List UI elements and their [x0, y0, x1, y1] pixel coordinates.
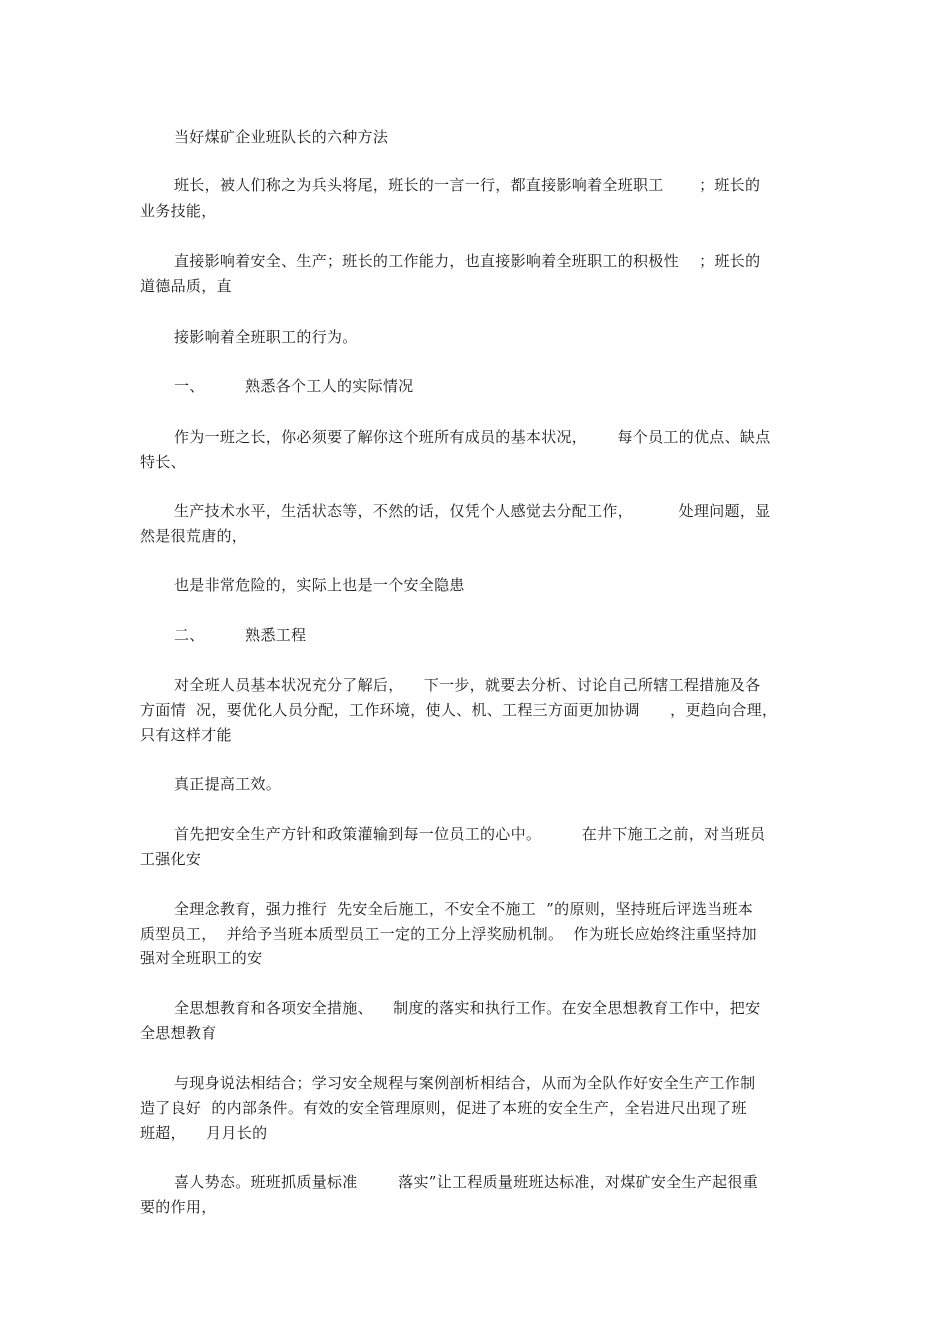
paragraph-line: 与现身说法相结合；学习安全规程与案例剖析相结合，从而为全队作好安全生产工作制: [174, 1074, 756, 1092]
paragraph-line: 真正提高工效。: [174, 775, 282, 793]
paragraph-line: 道德品质，直: [140, 277, 232, 295]
paragraph-line: 首先把安全生产方针和政策灌输到每一位员工的心中。 在井下施工之前，对当班员: [174, 825, 766, 843]
paragraph-line: 业务技能，: [140, 202, 217, 220]
paragraph-line: 作为一班之长，你必须要了解你这个班所有成员的基本状况， 每个员工的优点、缺点: [174, 428, 771, 446]
paragraph-line: 班长，被人们称之为兵头将尾，班长的一言一行，都直接影响着全班职工 ；班长的: [174, 176, 761, 194]
paragraph-line: 全思想教育: [140, 1024, 217, 1042]
paragraph-line: 强对全班职工的安: [140, 949, 263, 967]
paragraph-line: 要的作用，: [140, 1198, 217, 1216]
paragraph-line: 也是非常危险的，实际上也是一个安全隐患: [174, 576, 465, 594]
paragraph-line: 特长、: [140, 453, 186, 471]
document-page: [140, 0, 815, 1344]
paragraph-line: 接影响着全班职工的行为。: [174, 328, 358, 346]
paragraph-line: 班超， 月月长的: [140, 1124, 268, 1142]
paragraph-line: 然是很荒唐的，: [140, 527, 248, 545]
paragraph-line: 喜人势态。班班抓质量标准 落实”让工程质量班班达标准，对煤矿安全生产起很重: [174, 1173, 759, 1191]
section-heading: 二、 熟悉工程: [174, 626, 307, 644]
document-title: 当好煤矿企业班队长的六种方法: [174, 128, 389, 146]
paragraph-line: 全理念教育，强力推行 先安全后施工，不安全不施工 ”的原则，坚持班后评选当班本: [174, 900, 754, 918]
paragraph-line: 造了良好 的内部条件。有效的安全管理原则，促进了本班的安全生产，全岩进尺出现了班: [140, 1099, 747, 1117]
paragraph-line: 全思想教育和各项安全措施、 制度的落实和执行工作。在安全思想教育工作中，把安: [174, 999, 761, 1017]
paragraph-line: 对全班人员基本状况充分了解后， 下一步，就要去分析、讨论自己所辖工程措施及各: [174, 676, 761, 694]
paragraph-line: 生产技术水平，生活状态等，不然的话，仅凭个人感觉去分配工作， 处理问题，显: [174, 502, 771, 520]
paragraph-line: 方面情 况，要优化人员分配，工作环境，使人、机、工程三方面更加协调 ，更趋向合理，: [140, 701, 778, 719]
section-heading: 一、 熟悉各个工人的实际情况: [174, 377, 414, 395]
paragraph-line: 直接影响着安全、生产；班长的工作能力，也直接影响着全班职工的积极性 ；班长的: [174, 252, 761, 270]
paragraph-line: 质型员工， 并给予当班本质型员工一定的工分上浮奖励机制。 作为班长应始终注重坚持加: [140, 925, 757, 943]
paragraph-line: 只有这样才能: [140, 726, 232, 744]
paragraph-line: 工强化安: [140, 850, 202, 868]
